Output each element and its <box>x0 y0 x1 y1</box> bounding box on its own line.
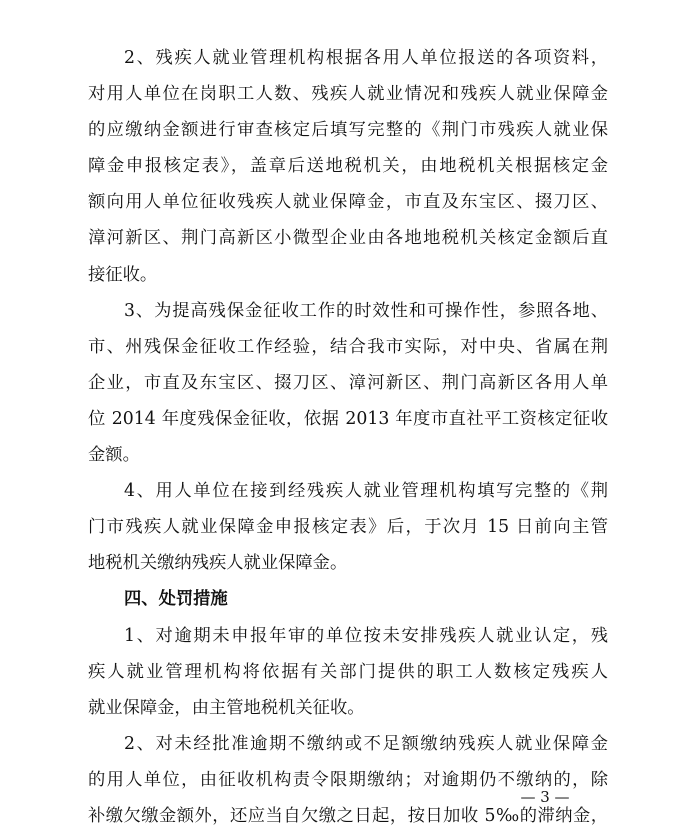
paragraph-2-line-2: 对用人单位在岗职工人数、残疾人就业情况和残疾人就业保障金 <box>88 84 608 105</box>
section-heading-penalties: 四、处罚措施 <box>124 589 228 610</box>
penalty-2-line-3: 补缴欠缴金额外，还应当自欠缴之日起，按日加收 5‰的滞纳金， <box>88 805 608 826</box>
paragraph-2-line-5: 额向用人单位征收残疾人就业保障金，市直及东宝区、掇刀区、 <box>88 192 608 213</box>
paragraph-3-line-1: 3、为提高残保金征收工作的时效性和可操作性，参照各地、 <box>124 300 608 321</box>
paragraph-4-line-3: 地税机关缴纳残疾人就业保障金。 <box>88 553 348 574</box>
paragraph-4-line-1: 4、用人单位在接到经残疾人就业管理机构填写完整的《荆 <box>124 481 608 502</box>
paragraph-2-line-4: 障金申报核定表》，盖章后送地税机关，由地税机关根据核定金 <box>88 156 608 177</box>
paragraph-2-line-1: 2、残疾人就业管理机构根据各用人单位报送的各项资料， <box>124 48 608 68</box>
penalty-2-line-2: 的用人单位，由征收机构责令限期缴纳；对逾期仍不缴纳的，除 <box>88 769 608 790</box>
paragraph-2-line-6: 漳河新区、荆门高新区小微型企业由各地地税机关核定金额后直 <box>88 228 608 249</box>
page-number: — 3 — <box>520 788 570 806</box>
paragraph-3-line-3: 企业，市直及东宝区、掇刀区、漳河新区、荆门高新区各用人单 <box>88 372 608 393</box>
body-text <box>88 40 608 834</box>
paragraph-3-line-2: 市、州残保金征收工作经验，结合我市实际，对中央、省属在荆 <box>88 336 608 357</box>
paragraph-2-line-7: 接征收。 <box>88 264 158 285</box>
paragraph-4-line-2: 门市残疾人就业保障金申报核定表》后，于次月 15 日前向主管 <box>88 517 608 538</box>
penalty-1-line-1: 1、对逾期未申报年审的单位按未安排残疾人就业认定，残 <box>124 625 608 646</box>
paragraph-2-line-3: 的应缴纳金额进行审查核定后填写完整的《荆门市残疾人就业保 <box>88 120 608 141</box>
penalty-2-line-1: 2、对未经批准逾期不缴纳或不足额缴纳残疾人就业保障金 <box>124 733 608 754</box>
paragraph-3-line-5: 金额。 <box>88 445 140 466</box>
penalty-1-line-2: 疾人就业管理机构将依据有关部门提供的职工人数核定残疾人 <box>88 661 608 682</box>
paragraph-3-line-4: 位 2014 年度残保金征收，依据 2013 年度市直社平工资核定征收 <box>88 408 608 429</box>
penalty-1-line-3: 就业保障金，由主管地税机关征收。 <box>88 697 365 718</box>
